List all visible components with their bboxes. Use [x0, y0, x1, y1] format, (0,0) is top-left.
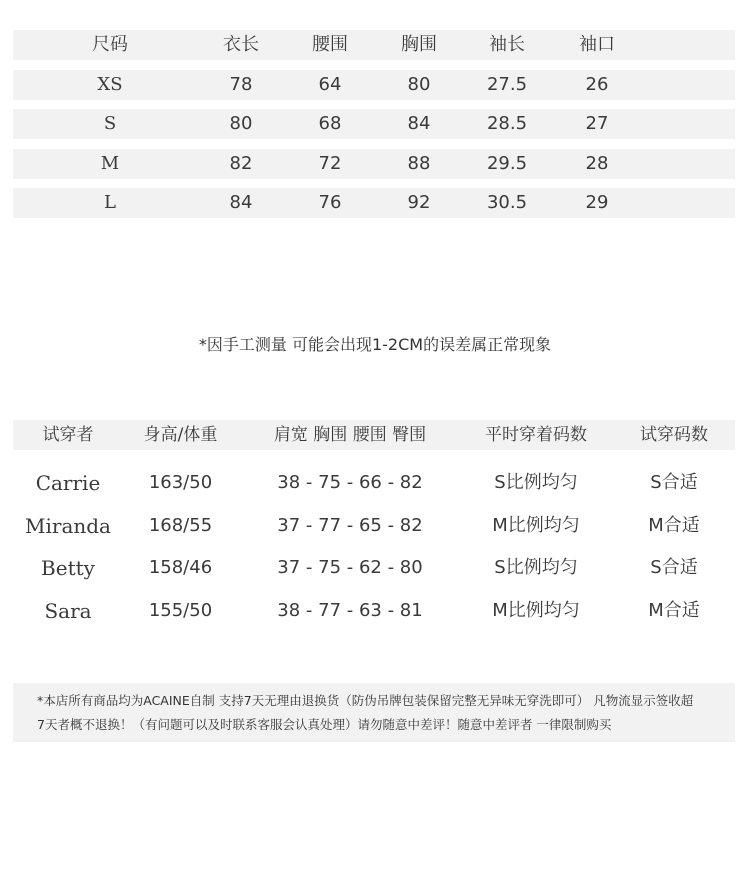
waist-value: 64 — [318, 73, 342, 95]
waist-value: 76 — [318, 192, 342, 214]
header-height-weight: 身高/体重 — [143, 425, 218, 445]
header-usual-size: 平时穿着码数 — [485, 425, 587, 445]
size-row-m — [13, 149, 735, 179]
chest-value: 88 — [407, 152, 431, 174]
tried-size: M合适 — [648, 600, 700, 622]
chest-value: 84 — [407, 113, 431, 135]
try-on-row-miranda — [13, 505, 735, 548]
size-label: XS — [97, 73, 123, 95]
try-on-row-sara — [13, 590, 735, 633]
usual-size: S比例均匀 — [494, 472, 578, 493]
header-length: 衣长 — [223, 34, 259, 55]
return-policy-line-1: *本店所有商品均为ACAINE自制 支持7天无理由退换货（防伪吊牌包装保留完整无异味无穿洗即可） 凡物流显示签收超 — [37, 693, 694, 708]
tried-size: M合适 — [648, 514, 700, 536]
size-chart-header-row — [13, 30, 735, 60]
model-name: Betty — [41, 556, 95, 581]
cuff-value: 26 — [585, 73, 609, 95]
header-tried-size: 试穿码数 — [640, 425, 708, 445]
header-model: 试穿者 — [42, 425, 94, 445]
waist-value: 72 — [318, 152, 342, 174]
measurement-tolerance-note: *因手工测量 可能会出现1-2CM的误差属正常现象 — [198, 335, 552, 354]
size-label: M — [100, 152, 120, 174]
try-on-row-betty — [13, 547, 735, 590]
waist-value: 68 — [318, 113, 342, 135]
model-name: Sara — [44, 599, 92, 624]
header-sleeve-length: 袖长 — [489, 34, 525, 55]
size-label: L — [104, 192, 116, 214]
measurements: 38 - 75 - 66 - 82 — [277, 472, 423, 493]
sleeve-value: 29.5 — [486, 152, 528, 174]
model-name: Carrie — [35, 471, 101, 495]
height-weight: 155/50 — [148, 600, 213, 622]
cuff-value: 27 — [585, 113, 609, 135]
tried-size: S合适 — [650, 472, 698, 493]
length-value: 78 — [229, 73, 253, 95]
measurements: 38 - 77 - 63 - 81 — [277, 600, 423, 622]
size-row-s — [13, 109, 735, 139]
usual-size: S比例均匀 — [494, 557, 578, 579]
header-waist: 腰围 — [312, 34, 348, 55]
sleeve-value: 30.5 — [486, 192, 528, 214]
cuff-value: 28 — [585, 152, 609, 174]
usual-size: M比例均匀 — [492, 514, 580, 536]
measurements: 37 - 75 - 62 - 80 — [277, 557, 423, 579]
size-label: S — [103, 113, 117, 135]
try-on-table — [13, 462, 735, 633]
length-value: 84 — [229, 192, 253, 214]
size-row-xs — [13, 70, 735, 100]
header-measurements: 肩宽 胸围 腰围 臀围 — [273, 425, 427, 445]
usual-size: M比例均匀 — [492, 600, 580, 622]
model-name: Miranda — [25, 513, 111, 538]
try-on-header-row — [13, 420, 735, 450]
length-value: 82 — [229, 152, 253, 174]
chest-value: 92 — [407, 192, 431, 214]
chest-value: 80 — [407, 73, 431, 95]
header-chest: 胸围 — [401, 34, 437, 55]
height-weight: 163/50 — [148, 472, 213, 493]
header-cuff: 袖口 — [579, 34, 615, 55]
return-policy-notice — [13, 683, 735, 742]
try-on-row-carrie — [13, 462, 735, 505]
measurements: 37 - 77 - 65 - 82 — [277, 514, 423, 536]
cuff-value: 29 — [585, 192, 609, 214]
tried-size: S合适 — [650, 557, 698, 579]
sleeve-value: 27.5 — [486, 73, 528, 95]
return-policy-line-2: 7天者概不退换！（有问题可以及时联系客服会认真处理）请勿随意中差评！随意中差评者 一律限制购买 — [37, 717, 612, 732]
height-weight: 168/55 — [148, 514, 213, 536]
length-value: 80 — [229, 113, 253, 135]
size-chart-table — [13, 30, 735, 228]
header-size: 尺码 — [92, 34, 128, 55]
sleeve-value: 28.5 — [486, 113, 528, 135]
height-weight: 158/46 — [148, 557, 213, 579]
size-row-l — [13, 188, 735, 218]
